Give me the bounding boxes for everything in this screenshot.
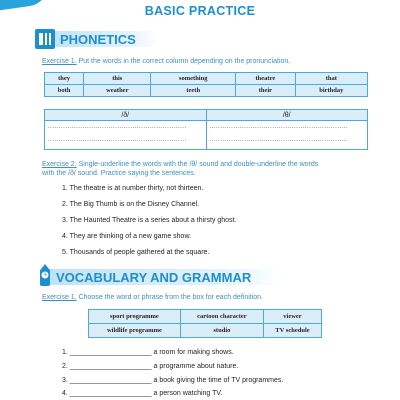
vocab-exercise1 xyxy=(42,293,263,302)
phonetics-header xyxy=(34,28,164,50)
vocab-box-row xyxy=(89,324,322,338)
word-cell: something xyxy=(151,73,236,85)
sentence-item: 4. They are thinking of a new game show. xyxy=(62,233,192,240)
dotted-line: ................................................................ xyxy=(48,124,187,130)
definition-text: a person watching TV. xyxy=(151,390,223,397)
word-cell: theatre xyxy=(236,73,296,85)
phoneme-header-row xyxy=(45,110,368,121)
definition-text: a programme about nature. xyxy=(151,363,239,370)
definition-blank[interactable]: _____________________ xyxy=(69,390,152,397)
sentence-item: 5. Thousands of people gathered at the square. xyxy=(62,249,210,256)
book-icon xyxy=(34,28,56,50)
phoneme-column-header: /θ/ xyxy=(206,110,368,121)
dotted-line: ................................................................ xyxy=(209,124,349,130)
vocab-exercise1-label: Exercise 1. xyxy=(42,294,77,301)
vocab-box-cell: viewer xyxy=(263,310,321,324)
vocab-box xyxy=(88,309,322,338)
definition-number: 3. xyxy=(62,377,68,384)
definition-item xyxy=(62,390,222,397)
exercise2-label: Exercise 2. xyxy=(42,161,77,168)
definition-blank[interactable]: _____________________ xyxy=(69,349,152,356)
sentence-item: 1. The theatre is at number thirty, not thirteen. xyxy=(62,185,204,192)
definition-item xyxy=(62,377,283,384)
definition-text: a book giving the time of TV programmes. xyxy=(151,377,284,384)
word-cell: that xyxy=(295,73,367,85)
word-cell: their xyxy=(236,85,296,97)
word-cell: this xyxy=(84,73,151,85)
phoneme-column-header: /ð/ xyxy=(45,110,207,121)
clock-tower-icon xyxy=(34,263,56,287)
word-cell: birthday xyxy=(295,85,367,97)
dotted-line: ................................................................ xyxy=(209,137,349,143)
sentence-item: 2. The Big Thumb is on the Disney Channel. xyxy=(62,201,200,208)
words-table xyxy=(44,72,368,97)
answer-cell[interactable] xyxy=(206,121,368,150)
answer-cell[interactable] xyxy=(45,121,207,150)
definition-number: 4. xyxy=(62,390,68,397)
definition-number: 2. xyxy=(62,363,68,370)
vocab-box-cell: wildlife programme xyxy=(89,324,181,338)
phonetics-exercise2 xyxy=(42,160,318,178)
exercise1-instruction: Put the words in the correct column depending on the pronunciation. xyxy=(76,58,291,65)
vocab-box-cell: cartoon character xyxy=(180,310,263,324)
vocab-header xyxy=(34,266,294,288)
exercise1-label: Exercise 1. xyxy=(42,58,77,65)
vocab-box-cell: TV schedule xyxy=(263,324,321,338)
words-row xyxy=(45,85,368,97)
vocab-box-row xyxy=(89,310,322,324)
definition-blank[interactable]: _____________________ xyxy=(69,377,152,384)
words-row xyxy=(45,73,368,85)
vocab-title: VOCABULARY AND GRAMMAR xyxy=(56,270,252,285)
word-cell: weather xyxy=(84,85,151,97)
exercise2-instruction: Single-underline the words with the /θ/ sound and double-underline the words xyxy=(76,161,319,168)
word-cell: teeth xyxy=(151,85,236,97)
vocab-box-cell: sport programme xyxy=(89,310,181,324)
vocab-box-cell: studio xyxy=(180,324,263,338)
dotted-line: ................................................................ xyxy=(48,137,187,143)
phoneme-table xyxy=(44,109,368,150)
sentence-item: 3. The Haunted Theatre is a series about a thirsty ghost. xyxy=(62,217,237,224)
definition-item xyxy=(62,363,238,370)
phoneme-answer-row xyxy=(45,121,368,150)
definition-item xyxy=(62,349,234,356)
exercise2-instruction-line2: with the /ð/ sound. Practice saying the sentences. xyxy=(42,170,196,177)
definition-number: 1. xyxy=(62,349,68,356)
definition-blank[interactable]: _____________________ xyxy=(69,363,152,370)
page-title: BASIC PRACTICE xyxy=(144,4,256,18)
word-cell: they xyxy=(45,73,84,85)
phonetics-exercise1 xyxy=(42,57,290,66)
vocab-exercise1-instruction: Choose the word or phrase from the box for each definition. xyxy=(76,294,264,301)
word-cell: both xyxy=(45,85,84,97)
phonetics-title: PHONETICS xyxy=(60,32,136,47)
definition-text: a room for making shows. xyxy=(151,349,234,356)
